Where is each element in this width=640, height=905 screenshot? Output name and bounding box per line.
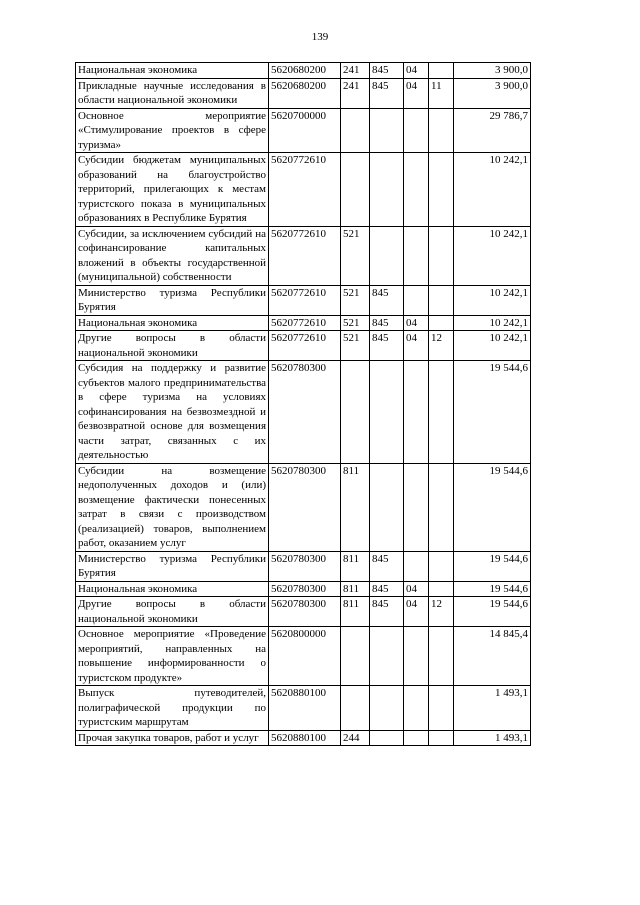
cell-subsection: [429, 730, 454, 746]
table-row: [76, 285, 531, 315]
cell-ministry-code: [370, 686, 404, 731]
cell-section: [404, 627, 429, 686]
cell-name: Основное мероприятие «Проведение мероприятий, направленных на повышение информированности о туристском продукте»: [76, 627, 269, 686]
cell-name: Прочая закупка товаров, работ и услуг: [76, 730, 269, 746]
cell-expense-type: 521: [341, 285, 370, 315]
cell-ministry-code: [370, 627, 404, 686]
cell-target-article: 5620780300: [269, 597, 341, 627]
cell-ministry-code: 845: [370, 597, 404, 627]
cell-section: [404, 730, 429, 746]
cell-target-article: 5620780300: [269, 551, 341, 581]
cell-section: 04: [404, 581, 429, 597]
cell-name: Субсидии, за исключением субсидий на софинансирование капитальных вложений в объекты государственной (муниципальной) собственности: [76, 226, 269, 285]
page-number: 139: [311, 31, 329, 43]
cell-ministry-code: [370, 463, 404, 551]
table-row: [76, 315, 531, 331]
cell-expense-type: [341, 153, 370, 227]
cell-expense-type: 241: [341, 63, 370, 79]
table-row: [76, 597, 531, 627]
cell-subsection: [429, 315, 454, 331]
cell-target-article: 5620680200: [269, 63, 341, 79]
cell-subsection: [429, 686, 454, 731]
cell-ministry-code: [370, 226, 404, 285]
cell-ministry-code: [370, 361, 404, 464]
cell-ministry-code: 845: [370, 331, 404, 361]
cell-amount: 19 544,6: [454, 361, 531, 464]
cell-subsection: [429, 551, 454, 581]
cell-target-article: 5620800000: [269, 627, 341, 686]
cell-ministry-code: [370, 153, 404, 227]
cell-section: 04: [404, 63, 429, 79]
cell-section: [404, 551, 429, 581]
cell-target-article: 5620772610: [269, 153, 341, 227]
table-row: [76, 730, 531, 746]
cell-name: Национальная экономика: [76, 315, 269, 331]
cell-expense-type: 521: [341, 331, 370, 361]
cell-expense-type: [341, 108, 370, 153]
table-row: [76, 463, 531, 551]
cell-expense-type: [341, 361, 370, 464]
cell-amount: 29 786,7: [454, 108, 531, 153]
cell-amount: 10 242,1: [454, 315, 531, 331]
cell-amount: 19 544,6: [454, 551, 531, 581]
cell-subsection: [429, 153, 454, 227]
cell-expense-type: 811: [341, 597, 370, 627]
table-row: [76, 108, 531, 153]
cell-section: [404, 285, 429, 315]
cell-amount: 10 242,1: [454, 153, 531, 227]
cell-ministry-code: [370, 108, 404, 153]
cell-amount: 19 544,6: [454, 597, 531, 627]
cell-section: [404, 361, 429, 464]
cell-target-article: 5620772610: [269, 331, 341, 361]
cell-name: Национальная экономика: [76, 63, 269, 79]
cell-ministry-code: 845: [370, 78, 404, 108]
cell-amount: 1 493,1: [454, 730, 531, 746]
cell-name: Выпуск путеводителей, полиграфической продукции по туристским маршрутам: [76, 686, 269, 731]
table-body: [76, 63, 531, 746]
cell-name: Министерство туризма Республики Бурятия: [76, 285, 269, 315]
table-row: [76, 551, 531, 581]
cell-target-article: 5620772610: [269, 285, 341, 315]
cell-amount: 19 544,6: [454, 581, 531, 597]
cell-subsection: [429, 361, 454, 464]
cell-subsection: [429, 627, 454, 686]
cell-expense-type: [341, 627, 370, 686]
cell-expense-type: 811: [341, 551, 370, 581]
cell-ministry-code: 845: [370, 551, 404, 581]
cell-section: [404, 226, 429, 285]
table-row: [76, 153, 531, 227]
cell-subsection: 12: [429, 331, 454, 361]
cell-amount: 19 544,6: [454, 463, 531, 551]
cell-subsection: [429, 108, 454, 153]
cell-amount: 1 493,1: [454, 686, 531, 731]
cell-section: 04: [404, 597, 429, 627]
cell-ministry-code: 845: [370, 285, 404, 315]
cell-subsection: [429, 463, 454, 551]
cell-expense-type: 244: [341, 730, 370, 746]
cell-target-article: 5620772610: [269, 226, 341, 285]
cell-section: [404, 686, 429, 731]
cell-name: Министерство туризма Республики Бурятия: [76, 551, 269, 581]
cell-name: Субсидия на поддержку и развитие субъектов малого предпринимательства в сфере туризма на условиях софинансирования на безвозмездной и безвозвратной основе для возмещения части затрат, связанных с их деятельностью: [76, 361, 269, 464]
table-row: [76, 331, 531, 361]
cell-ministry-code: [370, 730, 404, 746]
cell-amount: 14 845,4: [454, 627, 531, 686]
cell-ministry-code: 845: [370, 581, 404, 597]
cell-target-article: 5620680200: [269, 78, 341, 108]
cell-target-article: 5620780300: [269, 361, 341, 464]
cell-amount: 10 242,1: [454, 285, 531, 315]
cell-name: Другие вопросы в области национальной экономики: [76, 597, 269, 627]
cell-name: Прикладные научные исследования в области национальной экономики: [76, 78, 269, 108]
cell-subsection: 12: [429, 597, 454, 627]
cell-target-article: 5620700000: [269, 108, 341, 153]
cell-subsection: [429, 581, 454, 597]
cell-section: 04: [404, 331, 429, 361]
table-row: [76, 581, 531, 597]
cell-section: [404, 108, 429, 153]
cell-name: Другие вопросы в области национальной экономики: [76, 331, 269, 361]
cell-section: 04: [404, 78, 429, 108]
cell-name: Основное мероприятие «Стимулирование проектов в сфере туризма»: [76, 108, 269, 153]
cell-expense-type: 241: [341, 78, 370, 108]
cell-section: [404, 153, 429, 227]
cell-target-article: 5620880100: [269, 686, 341, 731]
cell-ministry-code: 845: [370, 315, 404, 331]
cell-ministry-code: 845: [370, 63, 404, 79]
cell-amount: 3 900,0: [454, 78, 531, 108]
cell-target-article: 5620772610: [269, 315, 341, 331]
cell-amount: 3 900,0: [454, 63, 531, 79]
cell-subsection: 11: [429, 78, 454, 108]
cell-expense-type: 521: [341, 315, 370, 331]
cell-name: Субсидии на возмещение недополученных доходов и (или) возмещение фактически понесенных затрат в связи с производством (реализацией) товаров, выполнением работ, оказанием услуг: [76, 463, 269, 551]
table-row: [76, 63, 531, 79]
cell-expense-type: 811: [341, 463, 370, 551]
cell-amount: 10 242,1: [454, 226, 531, 285]
cell-target-article: 5620880100: [269, 730, 341, 746]
cell-target-article: 5620780300: [269, 463, 341, 551]
cell-section: 04: [404, 315, 429, 331]
cell-expense-type: 811: [341, 581, 370, 597]
budget-table: [75, 62, 531, 746]
cell-subsection: [429, 226, 454, 285]
cell-expense-type: 521: [341, 226, 370, 285]
table-row: [76, 627, 531, 686]
cell-subsection: [429, 285, 454, 315]
table-row: [76, 361, 531, 464]
cell-amount: 10 242,1: [454, 331, 531, 361]
table-row: [76, 78, 531, 108]
cell-expense-type: [341, 686, 370, 731]
cell-section: [404, 463, 429, 551]
cell-subsection: [429, 63, 454, 79]
table-row: [76, 226, 531, 285]
table-row: [76, 686, 531, 731]
cell-name: Субсидии бюджетам муниципальных образований на благоустройство территорий, прилегающих к местам туристского показа в муниципальных образованиях в Республике Бурятия: [76, 153, 269, 227]
cell-target-article: 5620780300: [269, 581, 341, 597]
cell-name: Национальная экономика: [76, 581, 269, 597]
